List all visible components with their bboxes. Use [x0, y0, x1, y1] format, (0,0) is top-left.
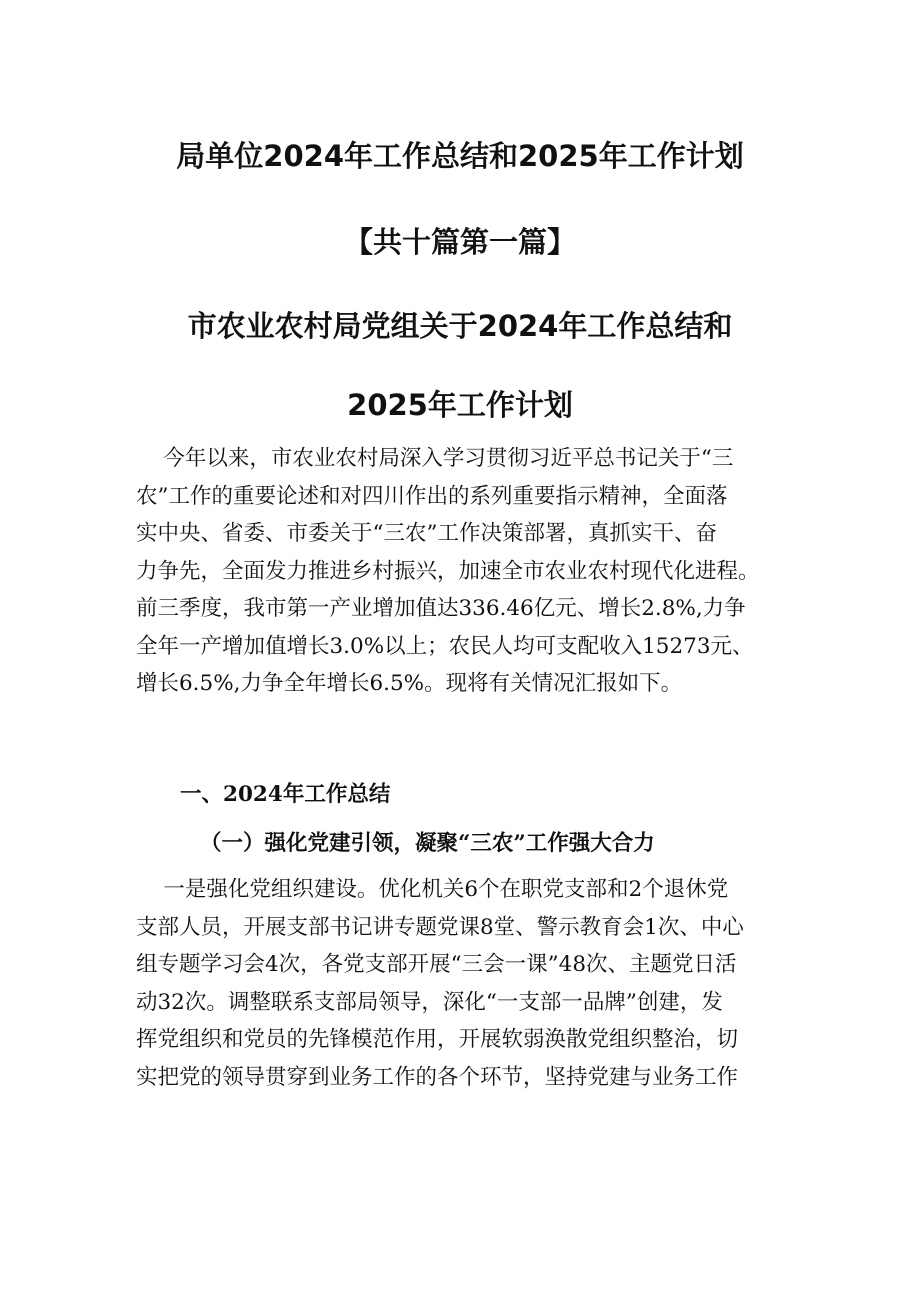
- paragraph-line: 动32次。调整联系支部局领导，深化“一支部一品牌”创建，发: [136, 989, 723, 1015]
- intro-paragraph: [136, 440, 786, 703]
- paragraph-line: 一是强化党组织建设。优化机关6个在职党支部和2个退休党: [136, 877, 729, 902]
- paragraph-line: 挥党组织和党员的先锋模范作用，开展软弱涣散党组织整治，切: [136, 1027, 739, 1052]
- paragraph-line: 支部人员，开展支部书记讲专题党课8堂、警示教育会1次、中心: [136, 914, 744, 940]
- subsection-heading: （一）强化党建引领，凝聚“三农”工作强大合力: [200, 831, 655, 856]
- report-title-line-2: 2025年工作计划: [347, 388, 573, 422]
- paragraph-line: 增长6.5%,力争全年增长6.5%。现将有关情况汇报如下。: [136, 671, 683, 696]
- paragraph-line: 实中央、省委、市委关于“三农”工作决策部署，真抓实干、奋: [136, 521, 717, 546]
- paragraph-line: 全年一产增加值增长3.0%以上；农民人均可支配收入15273元、: [136, 633, 754, 659]
- party-building-paragraph: [136, 871, 786, 1096]
- paragraph-line: 农”工作的重要论述和对四川作出的系列重要指示精神，全面落: [136, 483, 728, 509]
- series-label: 【共十篇第一篇】: [343, 225, 576, 259]
- paragraph-line: 前三季度，我市第一产业增加值达336.46亿元、增长2.8%,力争: [136, 596, 746, 621]
- paragraph-line: 组专题学习会4次，各党支部开展“三会一课”48次、主题党日活: [136, 952, 737, 977]
- paragraph-line: 今年以来，市农业农村局深入学习贯彻习近平总书记关于“三: [136, 446, 734, 471]
- paragraph-line: 力争先，全面发力推进乡村振兴，加速全市农业农村现代化进程。: [136, 558, 760, 584]
- paragraph-line: 实把党的领导贯穿到业务工作的各个环节，坚持党建与业务工作: [136, 1064, 739, 1090]
- document-title: 局单位2024年工作总结和2025年工作计划: [176, 139, 744, 173]
- report-title-line-1: 市农业农村局党组关于2024年工作总结和: [187, 309, 733, 343]
- section-heading: 一、2024年工作总结: [180, 782, 391, 807]
